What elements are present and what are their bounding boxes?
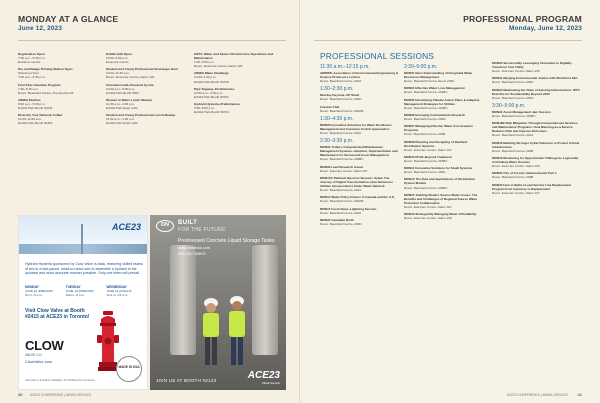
session-room: Room: Beanfield Centre–202A bbox=[320, 210, 362, 215]
header-divider bbox=[18, 40, 286, 41]
session-entry[interactable] bbox=[404, 166, 484, 174]
glance-item-detail: Exhibit Hall–Expo Café bbox=[106, 106, 138, 111]
session-entry[interactable] bbox=[492, 110, 580, 118]
dn-logo: DN bbox=[156, 220, 174, 232]
ace23-logo: ACE23 bbox=[247, 370, 280, 381]
glance-item bbox=[18, 83, 98, 95]
clow-logo: CLOW bbox=[25, 338, 64, 353]
session-time-heading: 1:30–4:30 p.m. bbox=[320, 115, 354, 122]
session-entry[interactable] bbox=[404, 140, 484, 152]
made-in-usa-seal: MADE IN USA bbox=[116, 356, 142, 382]
session-entry[interactable] bbox=[320, 105, 400, 113]
session-code: MON07 bbox=[404, 124, 415, 129]
column-shape bbox=[252, 245, 278, 355]
session-entry[interactable] bbox=[320, 176, 400, 192]
glance-item-detail: 1:00–5:00 p.m. bbox=[194, 60, 215, 65]
session-entry[interactable] bbox=[404, 177, 484, 189]
session-entry[interactable] bbox=[404, 98, 484, 110]
glance-item bbox=[18, 98, 98, 110]
session-time-heading: 3:30–5:00 p.m. bbox=[492, 102, 526, 109]
session-title: Planning and Designing of Resilient Distribution Systems bbox=[404, 139, 468, 148]
session-title: The Role and Applications of Distribution System Models bbox=[404, 177, 476, 186]
session-room: Room: Beanfield Centre–203B bbox=[492, 175, 534, 180]
left-page-title: MONDAY AT A GLANCE bbox=[18, 14, 119, 24]
page-footer: ACE23 CONFERENCE | AWWA.ORG/ACE bbox=[30, 393, 92, 397]
glance-item-title: First-Time Attendee Program bbox=[18, 82, 61, 87]
session-room: Room: Beanfield Centre–203D bbox=[404, 116, 446, 121]
session-entry[interactable] bbox=[404, 113, 484, 121]
session-code: MON21 bbox=[492, 76, 503, 81]
glance-item-detail: 10:00–11:30 a.m. bbox=[106, 71, 130, 76]
session-entry[interactable] bbox=[320, 218, 400, 226]
session-code: MON24 bbox=[492, 87, 503, 92]
glance-item-detail: Sheraton Hotel bbox=[18, 71, 39, 76]
glance-item-detail: 9:00 a.m.–5:30 p.m. bbox=[18, 101, 46, 106]
glance-item-title: Diversity Your Network Coffee bbox=[18, 113, 63, 118]
session-time-heading: 2:30–5:00 p.m. bbox=[404, 64, 438, 70]
session-title: Risk Mitigation Through Comprehensive Services and Maintenance Programs: How Metering-as-a-Service Reduces Risk and Improve Outcomes bbox=[492, 121, 578, 134]
session-heading bbox=[404, 177, 484, 185]
sessions-column-3 bbox=[492, 61, 580, 198]
session-code: MON02 bbox=[320, 145, 331, 150]
worker-figure-icon bbox=[224, 295, 250, 369]
session-title: Tackling Modern Source Water Issues: The Benefits and Challenges of Regional Source Water Protection Collaboration bbox=[404, 192, 478, 205]
session-title: PFAS–Beyond Treatment bbox=[415, 154, 452, 159]
dn-tagline: Prestressed Concrete Liquid Storage Tanks bbox=[178, 238, 275, 244]
glance-item-title: AWWA Water Challenge bbox=[194, 71, 229, 76]
schedule-day: TUESDAY JUNE 13 (PRELIMS) 10a.m.–5 p.m. bbox=[65, 285, 94, 297]
session-code: MON05 bbox=[320, 122, 331, 127]
session-entry[interactable] bbox=[320, 93, 400, 101]
dn-headline-sub: FOR THE FUTURE bbox=[178, 227, 226, 233]
session-title: Monitoring for Opportunistic Pathogens–Legionella in Drinking Water Sources bbox=[492, 155, 579, 164]
session-code: MON05 bbox=[404, 97, 415, 102]
session-room: Room: Beanfield Centre–205BC bbox=[404, 185, 448, 190]
session-room: Room: Beanfield Centre–201BC bbox=[404, 105, 448, 110]
session-title: New Understanding of Integrated Water Resources Management bbox=[404, 71, 473, 80]
session-heading bbox=[492, 121, 580, 133]
session-title: Today's Computerized Maintenance Management Systems–Adoption, Implementation and Maintenance for Successful Asset Management bbox=[320, 145, 398, 158]
session-entry[interactable] bbox=[492, 141, 580, 153]
session-title: Water Policy Drivers in Canada and the U.S. bbox=[331, 195, 395, 200]
session-room: Room: Beanfield Centre–204B bbox=[492, 148, 534, 153]
section-title: PROFESSIONAL SESSIONS bbox=[320, 51, 435, 61]
session-title: Monday Keynote–AP Stack bbox=[320, 93, 360, 98]
session-code: MON18 bbox=[492, 155, 503, 160]
glance-item-title: Student and Young Professional Scavenger Hunt bbox=[106, 67, 178, 72]
session-entry[interactable] bbox=[320, 71, 400, 83]
clow-fine-print: Clow Valve is a division of McWane, Inc. McWane Pre-Announces bbox=[25, 379, 95, 382]
session-code: MON22 bbox=[492, 109, 503, 114]
session-room: Room: Beanfield Centre–203BC bbox=[404, 158, 448, 163]
session-entry[interactable] bbox=[492, 183, 580, 195]
session-code: MON03 bbox=[320, 164, 331, 169]
session-entry[interactable] bbox=[404, 212, 484, 220]
glance-item-detail: Exhibit Hall–Booth #2011 bbox=[18, 106, 53, 111]
session-time-heading: 1:30–2:30 p.m. bbox=[320, 86, 354, 93]
session-heading bbox=[404, 140, 484, 148]
session-code: MON04 bbox=[404, 86, 415, 91]
session-heading bbox=[492, 156, 580, 164]
session-title: City of Toronto Advancements Part 1 bbox=[503, 171, 557, 176]
session-title: Lead Research Issues bbox=[331, 164, 364, 169]
session-room: Room: Enercare Centre–Salon 106 bbox=[492, 164, 540, 169]
glance-item-title: Exhibit Hall Open bbox=[106, 52, 132, 56]
session-title: Fireside Chat bbox=[320, 104, 340, 109]
session-code: MON25 bbox=[492, 182, 503, 187]
glance-item-detail: Exhibit Hall–Expo Café bbox=[106, 121, 138, 126]
session-title: How to Build a Lead Service Line Replacement Program from Inventory to Replacement bbox=[492, 182, 572, 191]
schedule-day: WEDNESDAY JUNE 14 (FINALS) 10 a.m.–12 p.m. bbox=[106, 285, 132, 297]
glance-item bbox=[194, 71, 282, 83]
right-page-date: Monday, June 12, 2023 bbox=[509, 25, 582, 32]
header-divider bbox=[314, 40, 582, 41]
glance-item-detail: Exhibit Hall–Booth #1831 bbox=[18, 121, 53, 126]
session-heading bbox=[320, 71, 400, 79]
glance-item-detail: 11:30 a.m.–1:00 p.m. bbox=[106, 117, 136, 122]
session-title: Canadian North bbox=[331, 217, 355, 222]
glance-item bbox=[194, 52, 282, 68]
session-entry[interactable] bbox=[404, 86, 484, 94]
page-footer: ACE23 CONFERENCE | AWWA.ORG/ACE bbox=[506, 393, 568, 397]
session-room: Room: Enercare Centre–Salon 107 bbox=[320, 168, 368, 173]
column-shape bbox=[170, 245, 196, 355]
session-room: Room: Enercare Centre–Salon 108 bbox=[404, 216, 452, 221]
session-title: Fresh Ideas–Lightning Session bbox=[331, 206, 377, 211]
session-room: Room: Beanfield Centre–203D bbox=[320, 221, 362, 226]
glance-item bbox=[18, 113, 98, 125]
session-entry[interactable] bbox=[320, 145, 400, 161]
session-room: Room: Beanfield Centre–306AB bbox=[320, 108, 364, 113]
glance-item-title: Pre-and Badge Printing Station Open bbox=[18, 67, 73, 72]
glance-item-detail: 10:00–5:00 p.m. bbox=[106, 56, 129, 61]
clow-logo-subtitle: VALVE CO. bbox=[25, 353, 43, 357]
session-entry[interactable] bbox=[492, 76, 580, 84]
session-room: Room: Beanfield Centre–204A bbox=[320, 79, 362, 84]
session-title: Platinum Sponsor Session: Xylem The Journey of Digital Transformation–How Numerous Utilities Incorporated a Smart Water Network bbox=[320, 175, 393, 188]
clow-valve-ad[interactable] bbox=[18, 215, 148, 390]
schedule-day: MONDAY JUNE 12 (PRELIMS) 3p.m.–5 p.m. bbox=[25, 285, 54, 297]
session-room: Room: Beanfield Centre–202A bbox=[320, 130, 362, 135]
hydrant-hysteria-blurb: Hydrant Hysteria sponsored by Clow Valve is back, featuring skilled teams of two in a fast-paced, head-to-head race to assemble a hydrant in the quickest and most accurate manner possible. Only one team will prevail. bbox=[25, 262, 143, 276]
session-code: MON15A bbox=[320, 175, 333, 180]
glance-item bbox=[106, 98, 186, 110]
session-title: Innovative Solutions for Water Resilience: Management and Customer Centric Approaches bbox=[320, 122, 393, 131]
session-heading bbox=[492, 88, 580, 96]
glance-item-detail: 7:30–8:15 a.m. bbox=[18, 86, 39, 91]
session-room: Room: Beanfield Centre–205A bbox=[404, 170, 446, 175]
session-heading bbox=[404, 71, 484, 79]
session-code: MON17 bbox=[320, 206, 331, 211]
session-title: Merging Environmental Justice with Workforce DEI bbox=[503, 76, 578, 81]
session-room: Room: Beanfield Centre–201BC bbox=[404, 90, 448, 95]
session-room: Room: Beanfield Centre–205A bbox=[492, 95, 534, 100]
session-room: Room: Beanfield Centre–Room 208A bbox=[404, 79, 455, 84]
ace23-badge: ACE23 bbox=[111, 222, 141, 232]
session-heading bbox=[320, 123, 400, 131]
session-title: Building Stronger Cyber Defenses to Protect Critical Infrastructure bbox=[492, 140, 580, 149]
session-title: Emerging Contaminants Research bbox=[415, 112, 466, 117]
session-entry[interactable] bbox=[404, 155, 484, 163]
session-room: Room: Enercare Centre–Salon 105 bbox=[492, 69, 540, 74]
glance-column-1 bbox=[18, 52, 98, 128]
glance-item-title: Registration Open bbox=[18, 52, 45, 56]
session-code: MON18B bbox=[492, 121, 505, 126]
session-title: Strategically Managing Water Affordability bbox=[415, 212, 477, 217]
session-title: Asset Management Jam Session bbox=[503, 109, 551, 114]
session-code: MON14 bbox=[320, 195, 331, 200]
session-room: Room: Beanfield Centre–304D bbox=[320, 97, 362, 102]
session-time-heading: 11:30 a.m.–12:15 p.m. bbox=[320, 64, 370, 70]
left-page-date: June 12, 2023 bbox=[18, 25, 63, 32]
sessions-column-1 bbox=[320, 61, 400, 229]
session-heading bbox=[492, 183, 580, 191]
session-room: Room: Beanfield Centre–201A bbox=[492, 133, 534, 138]
dn-website-link[interactable]: www.dntanks.com bbox=[178, 245, 211, 250]
visit-booth-text: Visit Clow Valve at Booth #2415 at ACE23 in Toronto! bbox=[25, 308, 90, 320]
competition-schedule bbox=[25, 286, 143, 297]
clow-website-link[interactable]: ClowValve.com bbox=[25, 359, 53, 364]
glance-item bbox=[18, 67, 98, 79]
session-title: Effective Water Loss Management bbox=[415, 86, 465, 91]
session-room: Room: Beanfield Centre–206BC bbox=[492, 113, 536, 118]
right-page bbox=[300, 0, 600, 403]
dn-booth-callout: JOIN US AT BOOTH #2123 bbox=[156, 378, 217, 383]
glance-item-detail: Room: Beanfield Centre–Pre-Function B bbox=[18, 90, 74, 95]
glance-item-detail: 7:00 a.m.–5:30 p.m. bbox=[18, 56, 46, 61]
session-heading bbox=[320, 176, 400, 188]
session-heading bbox=[404, 193, 484, 205]
session-room: Room: Enercare Centre–Salon 107 bbox=[404, 147, 452, 152]
session-heading bbox=[492, 61, 580, 69]
session-entry[interactable] bbox=[492, 88, 580, 100]
session-room: Room: Beanfield Centre–201A bbox=[320, 188, 362, 193]
glance-item-title: Student and Young Professional Lunch Meetup bbox=[106, 113, 176, 118]
session-entry[interactable] bbox=[320, 123, 400, 135]
session-entry[interactable] bbox=[404, 71, 484, 83]
fire-hydrant-icon bbox=[97, 311, 119, 373]
glance-item bbox=[106, 67, 186, 79]
session-title: Developing Climate Action Plans & Adaptive Management Strategies for Utilities bbox=[404, 97, 480, 106]
session-code: MON19 bbox=[492, 140, 503, 145]
session-code: MON23 bbox=[492, 171, 503, 176]
session-title: Maximizing the Value of Existing Infrastructure: WTP Retrofits for Sustainability Beyond 2030 bbox=[492, 87, 580, 96]
session-room: Room: Beanfield Centre–206C bbox=[492, 80, 534, 85]
glance-column-2 bbox=[106, 52, 186, 128]
session-entry[interactable] bbox=[492, 156, 580, 168]
session-entry[interactable] bbox=[320, 207, 400, 215]
glance-item-detail: 12:30–2:30 p.m. bbox=[194, 75, 217, 80]
session-title: AWWSP–Association of Environmental Engineering & Science Professors Lecture bbox=[320, 71, 399, 80]
session-code: MON10 bbox=[404, 154, 415, 159]
glance-item-detail: 3:00–5:00 p.m. bbox=[194, 106, 215, 111]
glance-item bbox=[106, 52, 186, 64]
session-title: Managing Effective Water Conservation Programs bbox=[404, 124, 473, 133]
glance-item-detail: Entrance Centre bbox=[18, 60, 41, 65]
right-page-title: PROFESSIONAL PROGRAM bbox=[463, 14, 582, 24]
session-heading bbox=[320, 145, 400, 157]
session-room: Room: Enercare Centre–Salon 107 bbox=[492, 190, 540, 195]
dn-headline: BUILT bbox=[178, 220, 198, 226]
dn-phone: 855.DN.TANKS bbox=[178, 251, 206, 256]
session-title: Successfully Leveraging Innovation to Digitally Transform Your Utility bbox=[492, 61, 572, 70]
glance-item-title: AWWA Pavilion bbox=[18, 97, 41, 102]
city-skyline bbox=[19, 244, 148, 254]
glance-item-detail: 10:30–11:00 a.m. bbox=[18, 117, 42, 122]
glance-item-detail: Exhibit Hall–Booth #6744 bbox=[194, 110, 229, 115]
session-code: MON12 bbox=[404, 177, 415, 182]
glance-item bbox=[106, 83, 186, 95]
page-number: 40 bbox=[18, 392, 23, 397]
glance-item bbox=[194, 87, 282, 99]
glance-item-detail: Exhibit Hall–Booth #6763 bbox=[194, 94, 229, 99]
session-code: MON20 bbox=[492, 61, 503, 65]
glance-item bbox=[106, 113, 186, 125]
session-code: MON16 bbox=[404, 212, 415, 217]
session-room: Room: Enercare Centre–Salon 110 bbox=[404, 204, 452, 209]
session-code: MON01 bbox=[404, 71, 415, 75]
glance-item-detail: Room: Enercare Centre–Salon 100 bbox=[106, 75, 155, 80]
session-code: MON22 bbox=[320, 217, 331, 222]
glance-item-title: CRTZ–Water and Sewer Infrastructure Operations and Maintenance bbox=[194, 52, 274, 61]
session-entry[interactable] bbox=[492, 171, 580, 179]
session-code: MON06 bbox=[404, 112, 415, 117]
session-entry[interactable] bbox=[492, 121, 580, 137]
worker-figure-icon bbox=[198, 297, 224, 369]
glance-item-title: Pipe Tapping–Preliminaries bbox=[194, 86, 235, 91]
glance-item-title: Innovation Hub–Powered by Isle bbox=[106, 82, 154, 87]
glance-item-detail: Exhibit Hall–Booth #673A bbox=[194, 79, 230, 84]
right-page-header bbox=[463, 14, 582, 32]
glance-item-detail: Exhibit Hall–Booth #901 bbox=[106, 90, 140, 95]
glance-item-detail: 7:00 a.m.–5:30 p.m. bbox=[18, 75, 46, 80]
session-code: MON11 bbox=[404, 166, 415, 171]
session-room: Room: Beanfield Centre–306AB bbox=[320, 199, 364, 204]
session-heading bbox=[492, 141, 580, 149]
session-heading bbox=[404, 98, 484, 106]
session-code: MON08 bbox=[404, 139, 415, 144]
session-room: Room: Beanfield Centre–206BC bbox=[320, 157, 364, 162]
sessions-column-2 bbox=[404, 61, 484, 223]
session-time-heading: 2:30–3:30 p.m. bbox=[320, 138, 354, 145]
ace23-sponsor-label: Official Sponsor bbox=[261, 382, 280, 385]
session-entry[interactable] bbox=[492, 61, 580, 73]
glance-item-detail: 10:30 a.m.–5:00 p.m. bbox=[106, 86, 136, 91]
session-entry[interactable] bbox=[320, 165, 400, 173]
session-heading bbox=[404, 124, 484, 132]
cn-tower-shape bbox=[81, 224, 83, 254]
glance-item-detail: 10:30 a.m.–5:00 p.m. bbox=[194, 90, 224, 95]
session-entry[interactable] bbox=[320, 195, 400, 203]
glance-item-title: Women in Water Lunch Meetup bbox=[106, 97, 152, 102]
glance-item-detail: Room: Enercare Centre–Salon 109 bbox=[194, 64, 243, 69]
glance-item-title: Hydrant Hysteria–Preliminaries bbox=[194, 101, 240, 106]
glance-item bbox=[18, 52, 98, 64]
glance-item-detail: 11:30 a.m.–1:00 p.m. bbox=[106, 101, 136, 106]
glance-item-detail: Enercare Centre bbox=[106, 60, 129, 65]
dn-tanks-ad[interactable] bbox=[150, 215, 286, 390]
glance-column-3 bbox=[194, 52, 282, 117]
page-number: 41 bbox=[577, 392, 582, 397]
left-page-header bbox=[18, 14, 118, 32]
session-room: Room: Beanfield Centre–203B bbox=[404, 132, 446, 137]
session-entry[interactable] bbox=[404, 193, 484, 209]
glance-item bbox=[194, 102, 282, 114]
session-title: Innovative Solutions for Small Systems bbox=[415, 166, 473, 171]
session-code: MON15 bbox=[404, 192, 415, 197]
session-entry[interactable] bbox=[404, 124, 484, 136]
